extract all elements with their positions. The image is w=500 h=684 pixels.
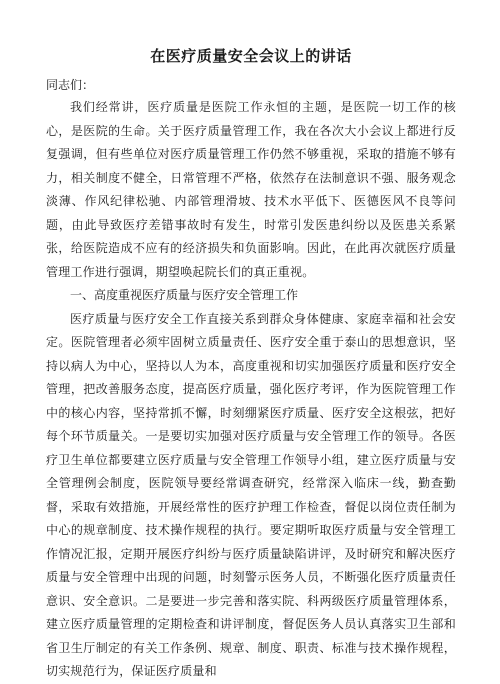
section-one-paragraph: 医疗质量与医疗安全工作直接关系到群众身体健康、家庭幸福和社会安定。医院管理者必须牢固树立质量责任、医疗安全重于泰山的思想意识，坚持以病人为中心，坚持以人为本，高度重视和切实加强医疗质量和医疗安全管理，把改善服务态度，提高医疗质量，强化医疗考评，作为医院管理工作中的核心内容，坚持常抓不懈，时刻绷紧医疗质量、医疗安全这根弦，把好每个环节质量关。一是要切实加强对医疗质量与安全管理工作的领导。各医疗卫生单位都要建立医疗质量与安全管理工作领导小组，建立医疗质量与安全管理例会制度，医院领导要经常调查研究，经常深入临床一线，勤查勤督，采取有效措施，开展经常性的医疗护理工作检查，督促以岗位责任制为中心的规章制度、技术操作规程的执行。要定期听取医疗质量与安全管理工作情况汇报，定期开展医疗纠纷与医疗质量缺陷讲评，及时研究和解决医疗质量与安全管理中出现的问题，时刻警示医务人员，不断强化医疗质量责任意识、安全意识。二是要进一步完善和落实院、科两级医疗质量管理体系，建立医疗质量管理的定期检查和讲评制度，督促医务人员认真落实卫生部和省卫生厅制定的有关工作条例、规章、制度、职责、标准与技术操作规程，切实规范行为，保证医疗质量和 <box>46 311 456 678</box>
intro-paragraph: 我们经常讲，医疗质量是医院工作永恒的主题，是医院一切工作的核心，是医院的生命。关于医疗质量管理工作，我在各次大小会议上都进行反复强调，但有些单位对医疗质量管理工作仍然不够重视，采取的措施不够有力，相关制度不健全，日常管理不严格，依然存在法制意识不强、服务观念淡薄、作风纪律松驰、内部管理滑坡、技术水平低下、医德医风不良等问题，由此导致医疗差错事故时有发生，时常引发医患纠纷以及医患关系紧张，给医院造成不应有的经济损失和负面影响。因此，在此再次就医疗质量管理工作进行强调，期望唤起院长们的真正重视。 <box>46 100 456 279</box>
salutation: 同志们： <box>46 78 95 92</box>
document-title: 在医疗质量安全会议上的讲话 <box>150 47 352 65</box>
section-one-heading: 一、高度重视医疗质量与医疗安全管理工作 <box>70 288 299 302</box>
